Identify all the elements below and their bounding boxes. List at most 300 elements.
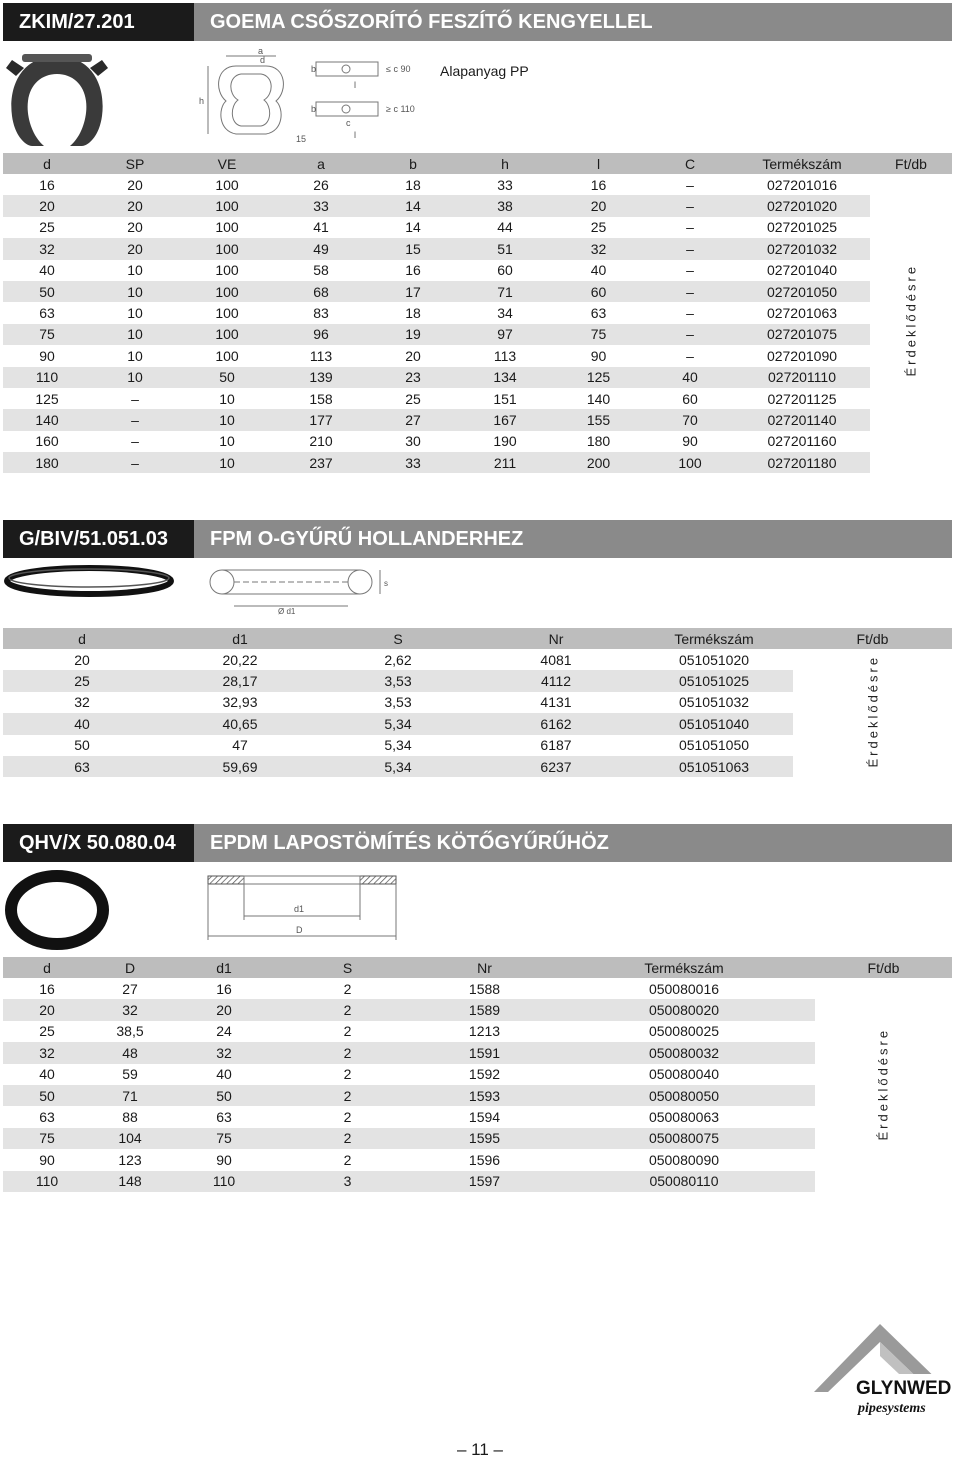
column-header: d1	[161, 628, 319, 649]
table-cell: 027201075	[734, 324, 870, 345]
column-header: SP	[91, 153, 179, 174]
table-row	[3, 1171, 952, 1192]
logo-brand: GLYNWED	[856, 1378, 952, 1399]
table-cell: 30	[405, 433, 421, 450]
column-header: S	[319, 628, 477, 649]
table-cell: 16	[590, 176, 607, 193]
dim-l1: l	[354, 80, 356, 90]
table-cell: 10	[219, 390, 235, 407]
page-number: – 11 –	[456, 1440, 503, 1459]
table-cell: 25	[3, 670, 161, 691]
table-cell: 32,93	[222, 694, 258, 711]
table-cell: 1588	[468, 980, 501, 997]
table-cell: 110	[169, 1171, 279, 1192]
gasket-photo	[4, 868, 110, 952]
table-cell: 34	[497, 305, 513, 322]
table-cell: 10	[179, 409, 275, 430]
table-cell: 4131	[540, 694, 572, 711]
table-cell: 1592	[468, 1066, 501, 1083]
dim-a: a	[258, 46, 264, 56]
oring-drawing	[204, 564, 394, 616]
table-header-row	[3, 957, 952, 978]
table-cell: 83	[313, 305, 329, 322]
table-cell: 027201110	[734, 367, 870, 388]
price-cell	[870, 452, 952, 473]
table-header-row	[3, 153, 952, 174]
table-row	[3, 1085, 952, 1106]
table-cell: –	[686, 305, 694, 322]
table-cell: –	[686, 347, 694, 364]
table-cell: 24	[216, 1023, 232, 1040]
table-cell: 2,62	[384, 651, 412, 668]
table-cell: 16	[216, 980, 232, 997]
table-cell: 50	[3, 1085, 91, 1106]
table-cell: 1595	[416, 1128, 553, 1149]
table-cell: 33	[497, 176, 513, 193]
price-cell	[870, 431, 952, 452]
column-header: Termékszám	[734, 153, 870, 174]
price-cell	[870, 195, 952, 216]
table-cell: 1213	[468, 1023, 501, 1040]
table-cell: 190	[493, 433, 517, 450]
table-cell: 16	[405, 262, 421, 279]
dim-c: c	[346, 118, 351, 128]
logo-tagline: pipesystems	[858, 1401, 926, 1416]
table-cell: 96	[275, 324, 367, 345]
column-header: Ft/db	[815, 957, 952, 978]
table-cell: 26	[313, 176, 329, 193]
table-cell: 2	[279, 1128, 416, 1149]
table-row	[3, 1149, 952, 1170]
table-cell: 63	[3, 756, 161, 777]
table-cell: 2	[279, 1042, 416, 1063]
table-row	[3, 1128, 952, 1149]
dim-s: s	[384, 579, 388, 588]
table-cell: 40	[39, 1066, 55, 1083]
dim-h: h	[199, 96, 205, 106]
table-cell: 20	[3, 195, 91, 216]
table-cell: 2	[279, 1085, 416, 1106]
table-cell: 32	[3, 1042, 91, 1063]
table-cell: 104	[91, 1128, 169, 1149]
table-cell: 75	[3, 1128, 91, 1149]
table-cell: 125	[35, 390, 59, 407]
table-cell: 50	[169, 1085, 279, 1106]
table-cell: 5,34	[319, 756, 477, 777]
table-cell: 70	[646, 409, 734, 430]
dim-l2: l	[354, 130, 356, 140]
table-cell: 71	[459, 281, 551, 302]
gasket-table	[3, 957, 952, 1192]
table-cell: 050080090	[648, 1151, 720, 1168]
table-cell: 10	[179, 452, 275, 473]
table-cell: 16	[39, 980, 55, 997]
table-row	[3, 999, 952, 1020]
table-cell: 10	[91, 324, 179, 345]
table-cell: 051051020	[678, 651, 750, 668]
table-cell: 2	[343, 1109, 352, 1126]
column-header: d	[3, 957, 91, 978]
table-cell: –	[646, 195, 734, 216]
table-cell: 20	[169, 999, 279, 1020]
table-cell: 140	[586, 390, 611, 407]
table-cell: 97	[459, 324, 551, 345]
table-row	[3, 1042, 952, 1063]
table-cell: 75	[169, 1128, 279, 1149]
dim-le90: ≤ c 90	[386, 64, 411, 74]
table-cell: 75	[3, 324, 91, 345]
table-cell: 63	[216, 1109, 232, 1126]
table-cell: 47	[232, 737, 248, 754]
table-cell: 050080032	[553, 1042, 815, 1063]
table-cell: 40	[3, 713, 161, 734]
table-cell: –	[131, 433, 139, 450]
table-cell: 211	[459, 452, 551, 473]
table-cell: –	[646, 324, 734, 345]
table-cell: 237	[275, 452, 367, 473]
clamp-table	[3, 153, 952, 473]
table-cell: 50	[74, 737, 90, 754]
table-cell: 16	[39, 176, 55, 193]
table-cell: 113	[493, 347, 517, 364]
table-cell: 050080063	[648, 1109, 720, 1126]
table-row	[3, 1064, 952, 1085]
table-cell: 134	[459, 367, 551, 388]
dim-b1: b	[311, 64, 317, 74]
table-cell: 051051025	[635, 670, 793, 691]
column-header: VE	[179, 153, 275, 174]
section-code: G/BIV/51.051.03	[3, 520, 194, 558]
table-cell: 10	[127, 347, 143, 364]
table-cell: 027201140	[734, 409, 870, 430]
table-cell: 18	[405, 176, 421, 193]
table-cell: 3,53	[384, 694, 412, 711]
table-cell: 158	[309, 390, 333, 407]
table-cell: 027201063	[766, 305, 838, 322]
table-cell: 88	[122, 1109, 138, 1126]
table-cell: 6237	[477, 756, 635, 777]
table-cell: 2	[343, 980, 352, 997]
price-note: Érdeklődésre	[865, 654, 881, 768]
table-header-row	[3, 628, 952, 649]
table-cell: 10	[91, 367, 179, 388]
price-cell	[870, 388, 952, 409]
table-row	[3, 1021, 952, 1042]
table-cell: 140	[3, 409, 91, 430]
table-row	[3, 649, 952, 670]
table-cell: 051051040	[635, 713, 793, 734]
table-cell: 2	[343, 1066, 352, 1083]
table-row	[3, 302, 952, 323]
table-cell: 60	[497, 262, 513, 279]
table-cell: 25	[405, 390, 421, 407]
table-cell: 2	[343, 1151, 352, 1168]
section-header-clamp	[3, 3, 952, 41]
section-title: GOEMA CSŐSZORÍTÓ FESZÍTŐ KENGYELLEL	[194, 3, 952, 41]
section-code: QHV/X 50.080.04	[3, 824, 194, 862]
table-cell: 113	[309, 347, 333, 364]
table-cell: 75	[551, 324, 646, 345]
column-header: D	[91, 957, 169, 978]
table-cell: 5,34	[319, 713, 477, 734]
table-cell: 28,17	[161, 670, 319, 691]
table-cell: 100	[215, 262, 239, 279]
table-cell: 148	[91, 1171, 169, 1192]
dim-d1: Ø d1	[278, 607, 296, 616]
table-row	[3, 324, 952, 345]
column-header: d	[3, 628, 161, 649]
oring-photo	[4, 564, 174, 600]
table-cell: 40,65	[161, 713, 319, 734]
table-cell: 123	[118, 1151, 142, 1168]
table-cell: 50	[3, 281, 91, 302]
column-header: Nr	[477, 628, 635, 649]
table-cell: 23	[367, 367, 459, 388]
price-cell	[870, 409, 952, 430]
table-row	[3, 670, 952, 691]
table-cell: 050080075	[553, 1128, 815, 1149]
column-header: l	[551, 153, 646, 174]
table-cell: 59,69	[161, 756, 319, 777]
dim-D: D	[296, 925, 303, 935]
table-cell: 20	[91, 195, 179, 216]
section-header-oring	[3, 520, 952, 558]
table-cell: 3	[279, 1171, 416, 1192]
table-cell: 15	[367, 238, 459, 259]
table-cell: –	[91, 409, 179, 430]
table-row	[3, 713, 952, 734]
table-cell: 32	[3, 238, 91, 259]
table-cell: 10	[127, 262, 143, 279]
table-cell: 32	[169, 1042, 279, 1063]
table-cell: 68	[275, 281, 367, 302]
price-cell	[815, 1171, 952, 1192]
table-cell: 155	[551, 409, 646, 430]
table-cell: 33	[367, 452, 459, 473]
table-cell: 050080016	[648, 980, 720, 997]
table-cell: 1593	[416, 1085, 553, 1106]
table-cell: 32	[551, 238, 646, 259]
table-cell: 63	[39, 1109, 55, 1126]
column-header: Termékszám	[635, 628, 793, 649]
table-cell: 41	[313, 219, 329, 236]
table-cell: 19	[367, 324, 459, 345]
table-cell: 20	[127, 176, 143, 193]
table-cell: 60	[682, 390, 698, 407]
table-cell: 32	[91, 999, 169, 1020]
table-row	[3, 692, 952, 713]
table-cell: 180	[3, 452, 91, 473]
table-cell: 160	[35, 433, 59, 450]
table-cell: 100	[646, 452, 734, 473]
table-row	[3, 735, 952, 756]
clamp-photo	[2, 46, 112, 150]
table-cell: 20	[3, 999, 91, 1020]
table-cell: 90	[216, 1151, 232, 1168]
table-cell: –	[686, 219, 694, 236]
table-cell: 51	[459, 238, 551, 259]
table-cell: 58	[313, 262, 329, 279]
price-cell	[815, 978, 952, 999]
table-cell: 20	[127, 219, 143, 236]
table-cell: –	[646, 281, 734, 302]
table-cell: 110	[3, 367, 91, 388]
table-cell: 60	[551, 281, 646, 302]
table-cell: 6162	[477, 713, 635, 734]
table-cell: 027201040	[766, 262, 838, 279]
table-cell: 100	[179, 324, 275, 345]
clamp-drawing	[196, 46, 426, 146]
table-cell: 100	[215, 176, 239, 193]
table-cell: 1594	[468, 1109, 501, 1126]
section-title: FPM O-GYŰRŰ HOLLANDERHEZ	[194, 520, 952, 558]
table-row	[3, 260, 952, 281]
table-cell: 125	[551, 367, 646, 388]
table-row	[3, 195, 952, 216]
table-cell: 20	[91, 238, 179, 259]
table-cell: 027201090	[766, 347, 838, 364]
table-cell: 1589	[416, 999, 553, 1020]
table-cell: 027201160	[767, 433, 837, 450]
table-cell: 027201125	[767, 390, 837, 407]
table-cell: 25	[39, 1023, 55, 1040]
table-cell: 6187	[540, 737, 572, 754]
table-cell: 20	[551, 195, 646, 216]
table-cell: 40	[39, 262, 55, 279]
table-cell: 10	[219, 433, 235, 450]
column-header: d	[3, 153, 91, 174]
table-cell: –	[686, 262, 694, 279]
column-header: C	[646, 153, 734, 174]
table-cell: 027201180	[734, 452, 870, 473]
table-cell: 139	[275, 367, 367, 388]
table-cell: 100	[179, 238, 275, 259]
table-cell: 4112	[477, 670, 635, 691]
column-header: b	[367, 153, 459, 174]
table-cell: 25	[590, 219, 607, 236]
column-header: h	[459, 153, 551, 174]
table-cell: –	[646, 238, 734, 259]
table-cell: 177	[275, 409, 367, 430]
section-header-gasket	[3, 824, 952, 862]
table-cell: 3,53	[319, 670, 477, 691]
table-cell: –	[131, 390, 139, 407]
table-cell: 200	[551, 452, 646, 473]
table-row	[3, 345, 952, 366]
table-cell: 051051050	[678, 737, 750, 754]
table-row	[3, 978, 952, 999]
table-cell: 32	[74, 694, 90, 711]
section-code: ZKIM/27.201	[3, 3, 194, 41]
column-header: a	[275, 153, 367, 174]
price-cell	[815, 1149, 952, 1170]
table-row	[3, 1106, 952, 1127]
table-cell: –	[91, 452, 179, 473]
material-note: Alapanyag PP	[440, 63, 529, 79]
section-title: EPDM LAPOSTÖMÍTÉS KÖTŐGYŰRŰHÖZ	[194, 824, 952, 862]
table-cell: 10	[91, 281, 179, 302]
table-row	[3, 217, 952, 238]
table-cell: 110	[3, 1171, 91, 1192]
table-cell: 050080050	[553, 1085, 815, 1106]
table-cell: 210	[309, 433, 333, 450]
table-cell: 90	[39, 347, 55, 364]
price-cell	[870, 238, 952, 259]
table-cell: 20	[74, 651, 90, 668]
table-cell: 051051063	[635, 756, 793, 777]
table-cell: 48	[91, 1042, 169, 1063]
table-cell: 40	[216, 1066, 232, 1083]
table-cell: 71	[91, 1085, 169, 1106]
table-cell: –	[686, 176, 694, 193]
gasket-drawing	[204, 872, 400, 944]
column-header: Ft/db	[870, 153, 952, 174]
column-header: Ft/db	[793, 628, 952, 649]
price-note: Érdeklődésre	[875, 1027, 891, 1141]
table-cell: 100	[179, 281, 275, 302]
dim-15: 15	[296, 134, 307, 144]
table-cell: 20	[405, 347, 421, 364]
table-cell: 1591	[416, 1042, 553, 1063]
table-cell: 051051032	[678, 694, 750, 711]
table-cell: 49	[275, 238, 367, 259]
table-cell: 1597	[416, 1171, 553, 1192]
table-cell: 100	[215, 305, 239, 322]
table-cell: 027201032	[734, 238, 870, 259]
table-cell: 2	[279, 999, 416, 1020]
table-cell: 050080110	[553, 1171, 815, 1192]
table-cell: 63	[590, 305, 607, 322]
table-cell: 050080040	[648, 1066, 720, 1083]
table-cell: 027201050	[734, 281, 870, 302]
table-cell: 33	[275, 195, 367, 216]
table-row	[3, 238, 952, 259]
glynwed-logo	[810, 1322, 956, 1418]
table-row	[3, 431, 952, 452]
table-cell: 14	[367, 195, 459, 216]
table-row	[3, 388, 952, 409]
table-cell: 50	[179, 367, 275, 388]
column-header: d1	[169, 957, 279, 978]
table-cell: 63	[39, 305, 55, 322]
table-cell: 10	[127, 305, 143, 322]
table-cell: 20,22	[222, 651, 258, 668]
price-cell	[870, 174, 952, 195]
table-cell: 050080020	[553, 999, 815, 1020]
table-cell: 180	[586, 433, 611, 450]
table-cell: 18	[405, 305, 421, 322]
table-cell: 17	[367, 281, 459, 302]
table-row	[3, 367, 952, 388]
column-header: Nr	[416, 957, 553, 978]
price-cell	[815, 999, 952, 1020]
table-cell: 90	[682, 433, 698, 450]
table-cell: 027201016	[766, 176, 838, 193]
table-cell: 40	[646, 367, 734, 388]
table-cell: 44	[497, 219, 513, 236]
price-note: Érdeklődésre	[903, 263, 919, 377]
table-cell: 59	[122, 1066, 138, 1083]
table-cell: 27	[367, 409, 459, 430]
table-cell: 14	[405, 219, 421, 236]
table-cell: 1596	[468, 1151, 501, 1168]
table-cell: 40	[590, 262, 607, 279]
column-header: S	[279, 957, 416, 978]
table-cell: 100	[215, 219, 239, 236]
table-cell: 2	[343, 1023, 352, 1040]
table-row	[3, 409, 952, 430]
price-cell	[870, 217, 952, 238]
